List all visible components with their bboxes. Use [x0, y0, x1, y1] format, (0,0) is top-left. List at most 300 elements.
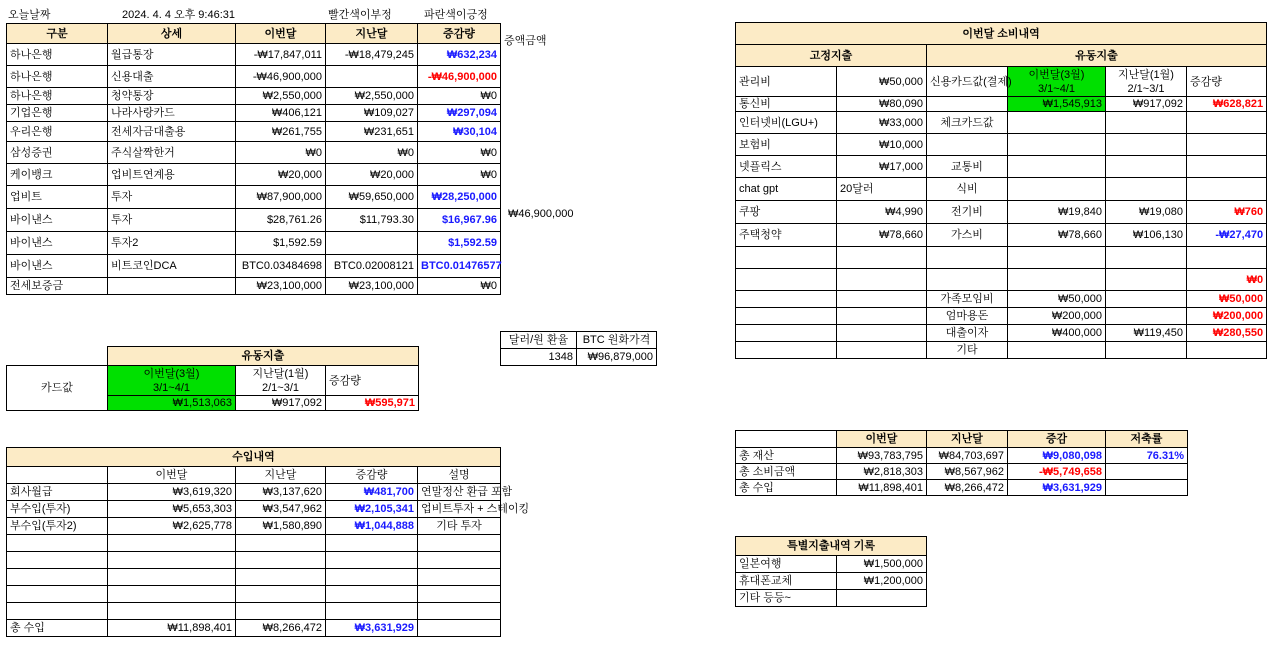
account-row: [7, 66, 501, 88]
income-current: ₩2,625,778: [108, 518, 236, 535]
account-previous: BTC0.02008121: [326, 255, 418, 278]
account-diff: ₩0: [418, 88, 501, 105]
special-expense-table: [735, 536, 927, 607]
variable-item-name: 교통비: [927, 156, 1008, 178]
spending-row: [736, 178, 1267, 201]
income-empty-cell: [326, 569, 418, 586]
fixed-item-value: ₩4,990: [837, 201, 927, 224]
blue-positive-note: 파란색이긍정: [424, 9, 488, 21]
account-detail: 투자2: [108, 232, 236, 255]
summary-header-blank: [736, 431, 837, 448]
credit-card-label: 신용카드값(결제): [927, 67, 1008, 97]
fixed-item-empty: [837, 342, 927, 359]
account-previous: ₩59,650,000: [326, 186, 418, 209]
variable-item-name: 기타: [927, 342, 1008, 359]
fixed-item-empty: [837, 247, 927, 269]
fixed-item-value: 20달러: [837, 178, 927, 201]
accounts-table: [6, 23, 501, 295]
account-diff: ₩28,250,000: [418, 186, 501, 209]
summary-row: [736, 480, 1188, 496]
variable-item-current: [1008, 269, 1106, 291]
spending-row: [736, 269, 1267, 291]
fixed-item-name: 통신비: [736, 97, 837, 112]
account-current: ₩0: [236, 142, 326, 164]
card-flow-title: 유동지출: [108, 347, 419, 366]
income-previous: ₩3,137,620: [236, 484, 326, 501]
account-row: [7, 122, 501, 142]
account-diff: ₩0: [418, 142, 501, 164]
fixed-item-empty: [736, 269, 837, 291]
variable-expense-title: 유동지출: [927, 45, 1267, 67]
spending-row: [736, 247, 1267, 269]
account-row: [7, 278, 501, 295]
card-flow-cur-header: [108, 366, 236, 396]
special-expense-title: 특별지출내역 기록: [736, 537, 927, 556]
account-row: [7, 142, 501, 164]
card-flow-cur-header-month: 이번달(3월): [143, 367, 200, 380]
credit-card-cur: ₩1,545,913: [1008, 97, 1106, 112]
summary-table: [735, 430, 1188, 496]
income-empty-cell: [418, 569, 501, 586]
income-table: [6, 447, 530, 637]
account-diff: -₩46,900,000: [418, 66, 501, 88]
account-detail: 주식살짝한거: [108, 142, 236, 164]
fixed-item-value: ₩78,660: [837, 224, 927, 247]
account-diff: $1,592.59: [418, 232, 501, 255]
variable-item-previous: [1106, 247, 1187, 269]
card-flow-prev-header-range: 2/1~3/1: [261, 381, 299, 394]
variable-item-name: 가스비: [927, 224, 1008, 247]
summary-previous: ₩84,703,697: [927, 448, 1008, 464]
special-expense-value: ₩1,500,000: [837, 556, 927, 573]
current-datetime: 2024. 4. 4 오후 9:46:31: [122, 9, 235, 21]
credit-card-prev: ₩917,092: [1106, 97, 1187, 112]
card-flow-prev-header-month: 지난달(1월): [252, 367, 309, 380]
account-category: 하나은행: [7, 44, 108, 66]
variable-item-diff: -₩27,470: [1187, 224, 1267, 247]
special-expense-row: [736, 590, 927, 607]
variable-item-diff: ₩760: [1187, 201, 1267, 224]
income-total-label: 총 수입: [7, 620, 108, 637]
fixed-item-empty: [736, 325, 837, 342]
income-empty-cell: [326, 603, 418, 620]
income-empty-row: [7, 552, 501, 569]
accounts-header-category: 구분: [7, 24, 108, 44]
variable-item-diff: ₩50,000: [1187, 291, 1267, 308]
income-empty-cell: [326, 586, 418, 603]
spending-title: 이번달 소비내역: [736, 23, 1267, 45]
account-row: [7, 232, 501, 255]
income-header-diff: 증감량: [326, 467, 418, 484]
income-diff: ₩2,105,341: [326, 501, 418, 518]
summary-previous: ₩8,567,962: [927, 464, 1008, 480]
fixed-item-empty: [736, 247, 837, 269]
account-row: [7, 255, 501, 278]
account-detail: 월급통장: [108, 44, 236, 66]
income-empty-cell: [108, 535, 236, 552]
income-empty-cell: [418, 586, 501, 603]
income-note: 업비트투자 + 스테이킹: [418, 501, 501, 518]
income-empty-cell: [418, 603, 501, 620]
date-label: 오늘날짜: [8, 9, 51, 21]
spending-row: [736, 325, 1267, 342]
variable-item-current: [1008, 134, 1106, 156]
spending-row: [736, 134, 1267, 156]
income-title: 수입내역: [7, 448, 501, 467]
income-name: 회사월급: [7, 484, 108, 501]
spending-row: [736, 224, 1267, 247]
income-total-row: [7, 620, 501, 637]
account-detail: 전세자금대출용: [108, 122, 236, 142]
summary-current: ₩11,898,401: [837, 480, 927, 496]
variable-item-previous: [1106, 308, 1187, 325]
account-detail: 투자: [108, 209, 236, 232]
variable-item-name: 대출이자: [927, 325, 1008, 342]
spend-prev-header: [1106, 67, 1187, 97]
fixed-expense-title: 고정지출: [736, 45, 927, 67]
special-expense-name: 기타 등등~: [736, 590, 837, 607]
income-current: ₩3,619,320: [108, 484, 236, 501]
income-empty-row: [7, 603, 501, 620]
spend-cur-header-range: 3/1~4/1: [1037, 82, 1075, 95]
account-row: [7, 186, 501, 209]
summary-diff: ₩9,080,098: [1008, 448, 1106, 464]
account-current: ₩261,755: [236, 122, 326, 142]
variable-item-diff: [1187, 156, 1267, 178]
accounts-header-current: 이번달: [236, 24, 326, 44]
account-detail: 나라사랑카드: [108, 105, 236, 122]
account-previous: -₩18,479,245: [326, 44, 418, 66]
income-empty-cell: [7, 569, 108, 586]
btc-krw-value: ₩96,879,000: [577, 349, 657, 366]
variable-item-name: 가족모임비: [927, 291, 1008, 308]
account-category: 업비트: [7, 186, 108, 209]
variable-item-current: ₩400,000: [1008, 325, 1106, 342]
account-category: 우리은행: [7, 122, 108, 142]
fixed-item-value: ₩80,090: [837, 97, 927, 112]
account-detail: 비트코인DCA: [108, 255, 236, 278]
spending-row: [736, 308, 1267, 325]
account-diff: $16,967.96: [418, 209, 501, 232]
account-detail: 신용대출: [108, 66, 236, 88]
fixed-item-name: chat gpt: [736, 178, 837, 201]
income-empty-cell: [236, 535, 326, 552]
variable-item-current: [1008, 247, 1106, 269]
account-previous: [326, 232, 418, 255]
fixed-item-value: ₩50,000: [837, 67, 927, 97]
summary-header-diff: 증감: [1008, 431, 1106, 448]
income-empty-cell: [326, 535, 418, 552]
income-total-note: [418, 620, 501, 637]
account-previous: ₩2,550,000: [326, 88, 418, 105]
special-expense-row: [736, 573, 927, 590]
variable-item-current: ₩200,000: [1008, 308, 1106, 325]
special-expense-name: 휴대폰교체: [736, 573, 837, 590]
fixed-item-value: ₩33,000: [837, 112, 927, 134]
credit-card-diff: ₩628,821: [1187, 97, 1267, 112]
summary-saving-rate: [1106, 480, 1188, 496]
card-flow-cur-header-range: 3/1~4/1: [152, 381, 190, 394]
account-previous: ₩20,000: [326, 164, 418, 186]
variable-item-name: [927, 134, 1008, 156]
special-expense-value: ₩1,200,000: [837, 573, 927, 590]
account-current: -₩46,900,000: [236, 66, 326, 88]
upbit-increase-amount: ₩46,900,000: [508, 208, 574, 220]
income-diff: ₩481,700: [326, 484, 418, 501]
variable-item-previous: [1106, 269, 1187, 291]
income-previous: ₩3,547,962: [236, 501, 326, 518]
account-previous: $11,793.30: [326, 209, 418, 232]
account-diff: ₩30,104: [418, 122, 501, 142]
income-empty-cell: [108, 603, 236, 620]
summary-name: 총 수입: [736, 480, 837, 496]
btc-krw-header: BTC 원화가격: [577, 332, 657, 349]
account-current: $28,761.26: [236, 209, 326, 232]
income-empty-cell: [7, 603, 108, 620]
red-negative-note: 빨간색이부정: [328, 9, 392, 21]
variable-item-diff: [1187, 247, 1267, 269]
account-current: -₩17,847,011: [236, 44, 326, 66]
spend-cur-header: [1008, 67, 1106, 97]
spending-row: [736, 156, 1267, 178]
summary-diff: -₩5,749,658: [1008, 464, 1106, 480]
card-flow-prev: ₩917,092: [236, 396, 326, 411]
accounts-header-previous: 지난달: [326, 24, 418, 44]
account-row: [7, 44, 501, 66]
income-total-current: ₩11,898,401: [108, 620, 236, 637]
income-empty-row: [7, 569, 501, 586]
income-name: 부수입(투자): [7, 501, 108, 518]
income-diff: ₩1,044,888: [326, 518, 418, 535]
variable-item-diff: [1187, 178, 1267, 201]
variable-item-previous: [1106, 156, 1187, 178]
account-diff: ₩0: [418, 278, 501, 295]
card-flow-cur: ₩1,513,063: [108, 396, 236, 411]
account-category: 하나은행: [7, 88, 108, 105]
income-total-previous: ₩8,266,472: [236, 620, 326, 637]
fixed-item-empty: [736, 291, 837, 308]
income-empty-cell: [108, 586, 236, 603]
account-diff: BTC0.01476577: [418, 255, 501, 278]
variable-item-diff: [1187, 134, 1267, 156]
spend-prev-header-range: 2/1~3/1: [1127, 82, 1165, 95]
income-total-diff: ₩3,631,929: [326, 620, 418, 637]
account-diff: ₩297,094: [418, 105, 501, 122]
income-row: [7, 484, 501, 501]
income-empty-cell: [236, 552, 326, 569]
income-empty-cell: [236, 569, 326, 586]
summary-diff: ₩3,631,929: [1008, 480, 1106, 496]
account-current: ₩87,900,000: [236, 186, 326, 209]
spending-row: [736, 201, 1267, 224]
variable-item-name: [927, 247, 1008, 269]
income-empty-cell: [7, 586, 108, 603]
income-note: 연말정산 환급 포함: [418, 484, 501, 501]
account-diff: ₩0: [418, 164, 501, 186]
variable-item-diff: [1187, 342, 1267, 359]
account-previous: ₩231,651: [326, 122, 418, 142]
spend-cur-header-month: 이번달(3월): [1028, 68, 1085, 81]
account-current: BTC0.03484698: [236, 255, 326, 278]
income-current: ₩5,653,303: [108, 501, 236, 518]
card-flow-table: [6, 346, 419, 411]
income-row: [7, 501, 501, 518]
summary-header-saving-rate: 저축률: [1106, 431, 1188, 448]
account-category: 하나은행: [7, 66, 108, 88]
account-detail: [108, 278, 236, 295]
income-header-note: 설명: [418, 467, 501, 484]
account-category: 기업은행: [7, 105, 108, 122]
account-previous: [326, 66, 418, 88]
income-header-blank: [7, 467, 108, 484]
income-empty-cell: [7, 535, 108, 552]
summary-header-previous: 지난달: [927, 431, 1008, 448]
account-category: 바이낸스: [7, 255, 108, 278]
income-empty-cell: [236, 603, 326, 620]
variable-item-current: [1008, 342, 1106, 359]
spending-table: [735, 22, 1267, 359]
spend-diff-header: 증감량: [1187, 67, 1267, 97]
special-expense-row: [736, 556, 927, 573]
fixed-item-empty: [736, 308, 837, 325]
variable-item-current: ₩50,000: [1008, 291, 1106, 308]
card-flow-prev-header: [236, 366, 326, 396]
fixed-item-name: 쿠팡: [736, 201, 837, 224]
fixed-item-empty: [837, 308, 927, 325]
variable-item-previous: [1106, 134, 1187, 156]
variable-item-previous: ₩119,450: [1106, 325, 1187, 342]
account-detail: 청약통장: [108, 88, 236, 105]
card-flow-diff-header: 증감량: [326, 366, 419, 396]
summary-row: [736, 464, 1188, 480]
summary-saving-rate: [1106, 464, 1188, 480]
fixed-item-empty: [837, 325, 927, 342]
accounts-header-diff: 증감량: [418, 24, 501, 44]
card-flow-label: 카드값: [7, 366, 108, 411]
spending-row: [736, 342, 1267, 359]
variable-item-previous: [1106, 112, 1187, 134]
variable-item-name: 전기비: [927, 201, 1008, 224]
variable-item-previous: ₩106,130: [1106, 224, 1187, 247]
variable-item-current: ₩78,660: [1008, 224, 1106, 247]
fixed-item-value: ₩10,000: [837, 134, 927, 156]
fixed-item-name: 인터넷비(LGU+): [736, 112, 837, 134]
account-row: [7, 88, 501, 105]
income-empty-row: [7, 535, 501, 552]
income-row: [7, 518, 501, 535]
increase-amount-label: 증액금액: [504, 35, 547, 47]
account-current: ₩23,100,000: [236, 278, 326, 295]
summary-current: ₩93,783,795: [837, 448, 927, 464]
income-empty-cell: [108, 552, 236, 569]
account-previous: ₩0: [326, 142, 418, 164]
spend-prev-header-month: 지난달(1월): [1118, 68, 1174, 81]
income-empty-row: [7, 586, 501, 603]
account-detail: 업비트연계용: [108, 164, 236, 186]
variable-item-name: 식비: [927, 178, 1008, 201]
account-detail: 투자: [108, 186, 236, 209]
account-current: ₩406,121: [236, 105, 326, 122]
account-category: 삼성증권: [7, 142, 108, 164]
account-row: [7, 209, 501, 232]
accounts-header-detail: 상세: [108, 24, 236, 44]
variable-item-current: [1008, 112, 1106, 134]
income-previous: ₩1,580,890: [236, 518, 326, 535]
card-flow-diff: ₩595,971: [326, 396, 419, 411]
variable-item-name: 엄마용돈: [927, 308, 1008, 325]
account-diff: ₩632,234: [418, 44, 501, 66]
variable-item-previous: ₩19,080: [1106, 201, 1187, 224]
variable-item-current: [1008, 178, 1106, 201]
usd-krw-value: 1348: [501, 349, 577, 366]
income-empty-cell: [236, 586, 326, 603]
income-note: 기타 투자: [418, 518, 501, 535]
account-previous: ₩23,100,000: [326, 278, 418, 295]
variable-item-previous: [1106, 291, 1187, 308]
income-header-current: 이번달: [108, 467, 236, 484]
account-category: 바이낸스: [7, 209, 108, 232]
account-category: 케이뱅크: [7, 164, 108, 186]
variable-item-previous: [1106, 342, 1187, 359]
summary-previous: ₩8,266,472: [927, 480, 1008, 496]
fixed-item-empty: [837, 291, 927, 308]
account-current: ₩2,550,000: [236, 88, 326, 105]
variable-item-current: [1008, 156, 1106, 178]
account-row: [7, 164, 501, 186]
fixed-item-name: 주택청약: [736, 224, 837, 247]
spending-row: [736, 291, 1267, 308]
variable-item-diff: [1187, 112, 1267, 134]
summary-header-current: 이번달: [837, 431, 927, 448]
exchange-rates-table: [500, 331, 657, 366]
fixed-item-name: 보험비: [736, 134, 837, 156]
income-header-previous: 지난달: [236, 467, 326, 484]
summary-name: 총 소비금액: [736, 464, 837, 480]
income-empty-cell: [108, 569, 236, 586]
income-empty-cell: [326, 552, 418, 569]
income-empty-cell: [418, 535, 501, 552]
income-name: 부수입(투자2): [7, 518, 108, 535]
income-empty-cell: [418, 552, 501, 569]
variable-item-current: ₩19,840: [1008, 201, 1106, 224]
account-current: ₩20,000: [236, 164, 326, 186]
account-previous: ₩109,027: [326, 105, 418, 122]
summary-name: 총 재산: [736, 448, 837, 464]
special-expense-value: [837, 590, 927, 607]
fixed-item-empty: [837, 269, 927, 291]
income-empty-cell: [7, 552, 108, 569]
account-current: $1,592.59: [236, 232, 326, 255]
variable-item-diff: ₩200,000: [1187, 308, 1267, 325]
account-category: 바이낸스: [7, 232, 108, 255]
summary-row: [736, 448, 1188, 464]
variable-item-diff: ₩280,550: [1187, 325, 1267, 342]
usd-krw-header: 달러/원 환율: [501, 332, 577, 349]
fixed-item-empty: [736, 342, 837, 359]
account-row: [7, 105, 501, 122]
variable-item-name: 체크카드값: [927, 112, 1008, 134]
fixed-item-name: 넷플릭스: [736, 156, 837, 178]
summary-current: ₩2,818,303: [837, 464, 927, 480]
account-category: 전세보증금: [7, 278, 108, 295]
special-expense-name: 일본여행: [736, 556, 837, 573]
variable-item-diff: ₩0: [1187, 269, 1267, 291]
variable-item-previous: [1106, 178, 1187, 201]
credit-card-label-continued: [927, 97, 1008, 112]
summary-saving-rate: 76.31%: [1106, 448, 1188, 464]
spending-row: [736, 112, 1267, 134]
variable-item-name: [927, 269, 1008, 291]
